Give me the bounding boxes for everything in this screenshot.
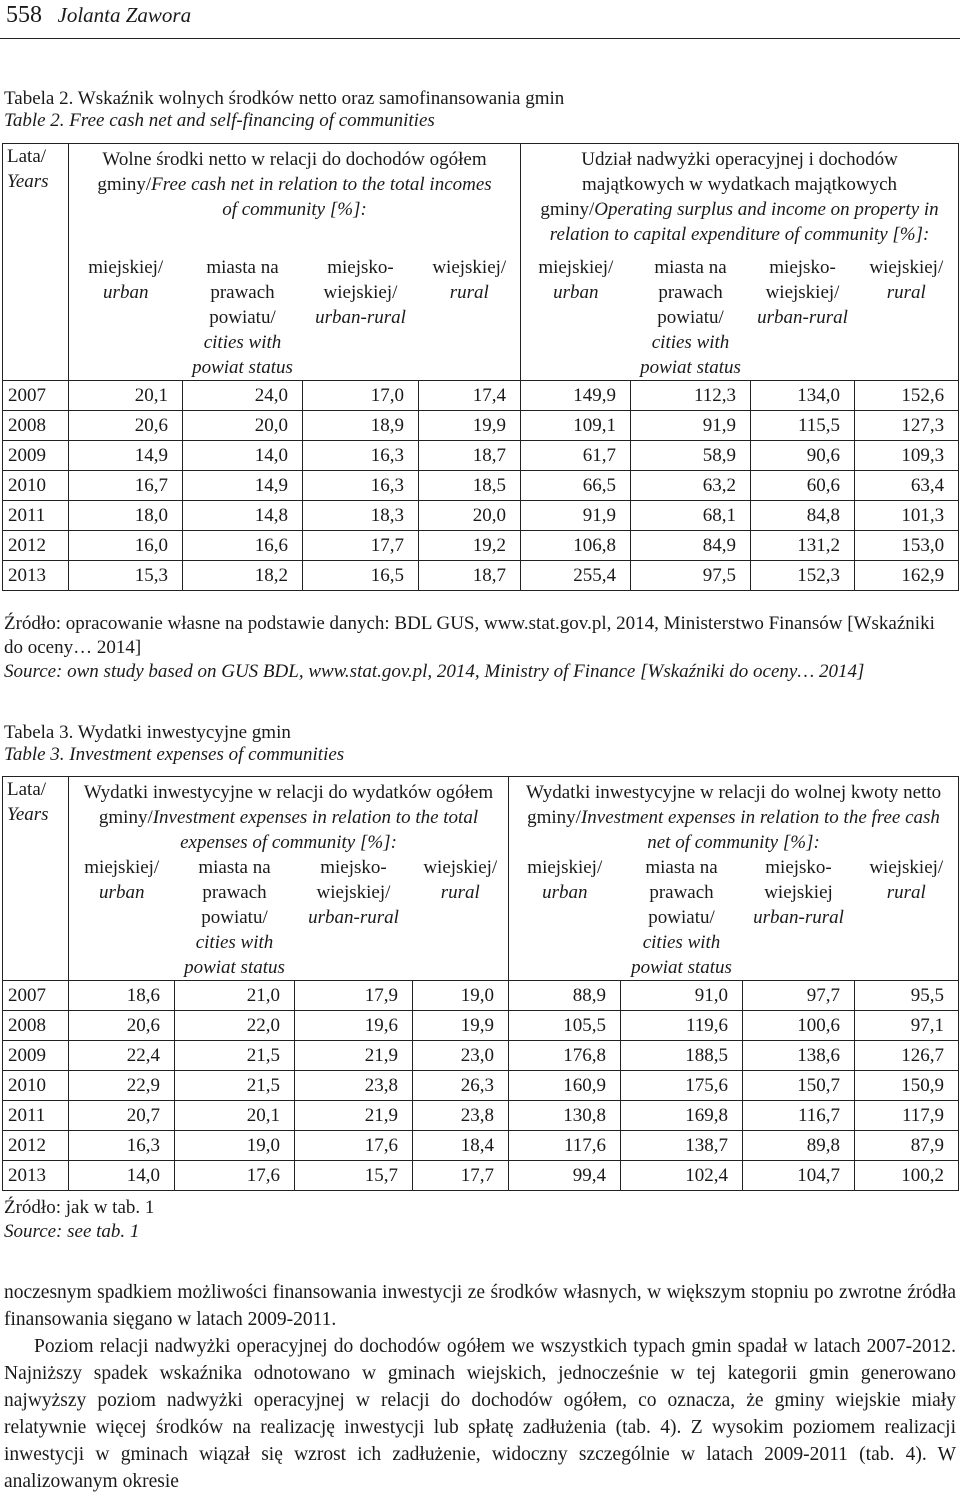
value-cell: 16,0 [69,531,183,561]
page-number: 558 [6,2,42,28]
year-cell: 2008 [3,1011,69,1041]
value-cell: 105,5 [509,1011,621,1041]
table3-caption-en: Table 3. Investment expenses of communities [4,744,345,765]
subcol-header: miejskiej/ urban [509,855,621,981]
group-label-en: Investment expenses in relation to the free cash net of community [%]: [580,807,940,853]
value-cell: 19,6 [295,1011,413,1041]
value-cell: 24,0 [183,381,303,411]
value-cell: 119,6 [621,1011,743,1041]
value-cell: 116,7 [743,1101,855,1131]
value-cell: 18,0 [69,501,183,531]
year-label-pl: Lata/ [7,146,47,167]
value-cell: 19,0 [413,981,509,1011]
value-cell: 169,8 [621,1101,743,1131]
value-cell: 101,3 [855,501,959,531]
value-cell: 20,6 [69,411,183,441]
value-cell: 102,4 [621,1161,743,1191]
value-cell: 26,3 [413,1071,509,1101]
value-cell: 16,7 [69,471,183,501]
value-cell: 126,7 [855,1041,959,1071]
value-cell: 88,9 [509,981,621,1011]
table-row [3,441,959,471]
value-cell: 20,0 [183,411,303,441]
year-cell: 2011 [3,1101,69,1131]
table-row [3,1131,959,1161]
paragraph: noczesnym spadkiem możliwości finansowania inwestycji ze środków własnych, w większym stopniu po zwrotne źródła finansowania sięgano w latach 2009-2011. [4,1282,956,1330]
value-cell: 60,6 [751,471,855,501]
table2-group2-header [521,144,959,256]
subcol-header: miasta na prawach powiatu/ cities with powiat status [631,255,751,381]
value-cell: 17,4 [419,381,521,411]
table-row [3,411,959,441]
table2-group1-header [69,144,521,256]
group-label-pl: Wydatki inwestycyjne w relacji do wolnej kwoty netto gminy/ [525,782,942,828]
value-cell: 18,7 [419,561,521,591]
value-cell: 162,9 [855,561,959,591]
subcol-header: wiejskiej/ rural [419,255,521,381]
value-cell: 97,1 [855,1011,959,1041]
year-cell: 2012 [3,1131,69,1161]
value-cell: 61,7 [521,441,631,471]
value-cell: 100,6 [743,1011,855,1041]
year-label-pl: Lata/ [7,779,47,800]
year-cell: 2010 [3,1071,69,1101]
value-cell: 131,2 [751,531,855,561]
table3 [2,776,959,1191]
value-cell: 16,3 [69,1131,175,1161]
paragraph: Poziom relacji nadwyżki operacyjnej do dochodów ogółem we wszystkich typach gmin spadał w latach 2007-2012. Najniższy spadek wskaźnika odnotowano w gminach wiejskich, jednocześnie w tej kategorii gmin generowano najwyższy poziom nadwyżki operacyjnej w relacji do dochodów ogółem, co oznacza, że gminy wiejskie miały relatywnie więcej środków na realizację inwestycji lub spłatę zadłużenia (tab. 4). Z wysokim poziomem realizacji inwestycji w gminach wiązał się wzrost ich zadłużenie, widoczny szczególnie w latach 2009-2011 (tab. 4). W analizowanym okresie [4,1336,956,1492]
table-row [3,1101,959,1131]
year-label-en: Years [7,804,49,825]
value-cell: 22,4 [69,1041,175,1071]
value-cell: 18,7 [419,441,521,471]
value-cell: 152,3 [751,561,855,591]
value-cell: 109,3 [855,441,959,471]
value-cell: 117,6 [509,1131,621,1161]
group-label-pl: Udział nadwyżki operacyjnej i dochodów majątkowych w wydatkach majątkowych gminy/ [540,149,898,220]
table-row [3,1161,959,1191]
year-cell: 2012 [3,531,69,561]
value-cell: 127,3 [855,411,959,441]
table-row [3,1071,959,1101]
value-cell: 112,3 [631,381,751,411]
subcol-header: wiejskiej/ rural [855,255,959,381]
value-cell: 134,0 [751,381,855,411]
value-cell: 18,6 [69,981,175,1011]
header-rule [0,38,960,39]
subcol-header: wiejskiej/ rural [855,855,959,981]
value-cell: 19,2 [419,531,521,561]
value-cell: 84,8 [751,501,855,531]
value-cell: 20,0 [419,501,521,531]
value-cell: 21,5 [175,1041,295,1071]
subcol-header: miejsko-wiejskiej urban-rural [743,855,855,981]
value-cell: 18,9 [303,411,419,441]
body-text [4,1279,956,1495]
value-cell: 150,9 [855,1071,959,1101]
table2-caption-pl: Tabela 2. Wskaźnik wolnych środków netto oraz samofinansowania gmin [4,88,565,109]
value-cell: 91,9 [631,411,751,441]
group-label-en: Investment expenses in relation to the total expenses of community [%]: [152,807,479,853]
value-cell: 18,5 [419,471,521,501]
value-cell: 15,7 [295,1161,413,1191]
value-cell: 17,6 [175,1161,295,1191]
value-cell: 100,2 [855,1161,959,1191]
value-cell: 176,8 [509,1041,621,1071]
value-cell: 23,8 [413,1101,509,1131]
value-cell: 22,9 [69,1071,175,1101]
value-cell: 63,4 [855,471,959,501]
group-label-pl: Wolne środki netto w relacji do dochodów ogółem gminy/ [97,149,487,195]
table2-source [4,612,956,684]
value-cell: 14,8 [183,501,303,531]
value-cell: 104,7 [743,1161,855,1191]
year-cell: 2009 [3,1041,69,1071]
table2-source-pl: Źródło: opracowanie własne na podstawie danych: BDL GUS, www.stat.gov.pl, 2014, Ministerstwo Finansów [Wskaźniki do oceny… 2014] [4,613,935,658]
value-cell: 21,0 [175,981,295,1011]
table2-source-en: Source: own study based on GUS BDL, www.stat.gov.pl, 2014, Ministry of Finance [Wskaźniki do oceny… 2014] [4,661,865,682]
table2-year-header [3,144,69,381]
table-row [3,561,959,591]
value-cell: 21,5 [175,1071,295,1101]
year-cell: 2011 [3,501,69,531]
subcol-header: miejskiej/ urban [69,255,183,381]
table2-caption-en: Table 2. Free cash net and self-financing of communities [4,110,435,131]
subcol-header: miasta na prawach powiatu/ cities with powiat status [621,855,743,981]
value-cell: 14,0 [69,1161,175,1191]
value-cell: 115,5 [751,411,855,441]
value-cell: 14,9 [183,471,303,501]
value-cell: 149,9 [521,381,631,411]
value-cell: 117,9 [855,1101,959,1131]
year-cell: 2008 [3,411,69,441]
value-cell: 58,9 [631,441,751,471]
value-cell: 20,6 [69,1011,175,1041]
year-cell: 2007 [3,381,69,411]
value-cell: 63,2 [631,471,751,501]
table3-source [4,1196,956,1244]
table-row [3,501,959,531]
value-cell: 160,9 [509,1071,621,1101]
year-cell: 2009 [3,441,69,471]
value-cell: 18,4 [413,1131,509,1161]
value-cell: 97,5 [631,561,751,591]
subcol-header: miejsko-wiejskiej/ urban-rural [303,255,419,381]
group-label-pl: Wydatki inwestycyjne w relacji do wydatków ogółem gminy/ [83,782,494,828]
value-cell: 188,5 [621,1041,743,1071]
value-cell: 21,9 [295,1041,413,1071]
year-label-en: Years [7,171,49,192]
table-row [3,531,959,561]
value-cell: 23,0 [413,1041,509,1071]
running-head [6,0,191,34]
subcol-header: miasta na prawach powiatu/ cities with powiat status [183,255,303,381]
table2-caption [4,88,564,132]
year-cell: 2007 [3,981,69,1011]
group-label-en: Operating surplus and income on property in relation to capital expenditure of community [%]: [549,199,939,245]
value-cell: 106,8 [521,531,631,561]
value-cell: 14,9 [69,441,183,471]
value-cell: 17,7 [303,531,419,561]
value-cell: 19,0 [175,1131,295,1161]
value-cell: 175,6 [621,1071,743,1101]
author-name: Jolanta Zawora [57,3,192,27]
value-cell: 150,7 [743,1071,855,1101]
value-cell: 23,8 [295,1071,413,1101]
subcol-header: miejsko-wiejskiej/ urban-rural [751,255,855,381]
table-row [3,981,959,1011]
table2 [2,143,959,591]
value-cell: 22,0 [175,1011,295,1041]
value-cell: 99,4 [509,1161,621,1191]
subcol-header: wiejskiej/ rural [413,855,509,981]
year-cell: 2013 [3,1161,69,1191]
table3-caption [4,722,344,766]
value-cell: 152,6 [855,381,959,411]
value-cell: 255,4 [521,561,631,591]
table3-year-header [3,777,69,981]
value-cell: 138,6 [743,1041,855,1071]
value-cell: 17,9 [295,981,413,1011]
subcol-header: miejskiej/ urban [521,255,631,381]
value-cell: 14,0 [183,441,303,471]
value-cell: 19,9 [413,1011,509,1041]
table3-group1-header [69,777,509,856]
value-cell: 84,9 [631,531,751,561]
table-row [3,471,959,501]
value-cell: 20,7 [69,1101,175,1131]
value-cell: 17,6 [295,1131,413,1161]
value-cell: 17,0 [303,381,419,411]
value-cell: 91,9 [521,501,631,531]
value-cell: 66,5 [521,471,631,501]
value-cell: 20,1 [69,381,183,411]
value-cell: 87,9 [855,1131,959,1161]
value-cell: 95,5 [855,981,959,1011]
subcol-header: miasta na prawach powiatu/ cities with powiat status [175,855,295,981]
value-cell: 97,7 [743,981,855,1011]
value-cell: 138,7 [621,1131,743,1161]
value-cell: 16,3 [303,471,419,501]
year-cell: 2013 [3,561,69,591]
value-cell: 18,2 [183,561,303,591]
table-row [3,1041,959,1071]
value-cell: 19,9 [419,411,521,441]
value-cell: 90,6 [751,441,855,471]
group-label-en: Free cash net in relation to the total incomes of community [%]: [151,174,492,220]
year-cell: 2010 [3,471,69,501]
value-cell: 16,5 [303,561,419,591]
subcol-header: miejsko-wiejskiej/ urban-rural [295,855,413,981]
value-cell: 153,0 [855,531,959,561]
table-row [3,1011,959,1041]
value-cell: 16,3 [303,441,419,471]
value-cell: 17,7 [413,1161,509,1191]
subcol-header: miejskiej/ urban [69,855,175,981]
table3-source-pl: Źródło: jak w tab. 1 [4,1197,155,1218]
value-cell: 130,8 [509,1101,621,1131]
value-cell: 16,6 [183,531,303,561]
value-cell: 15,3 [69,561,183,591]
value-cell: 21,9 [295,1101,413,1131]
table3-caption-pl: Tabela 3. Wydatki inwestycyjne gmin [4,722,291,743]
value-cell: 89,8 [743,1131,855,1161]
table3-group2-header [509,777,959,856]
value-cell: 18,3 [303,501,419,531]
value-cell: 91,0 [621,981,743,1011]
value-cell: 68,1 [631,501,751,531]
table3-source-en: Source: see tab. 1 [4,1221,140,1242]
value-cell: 109,1 [521,411,631,441]
value-cell: 20,1 [175,1101,295,1131]
table-row [3,381,959,411]
